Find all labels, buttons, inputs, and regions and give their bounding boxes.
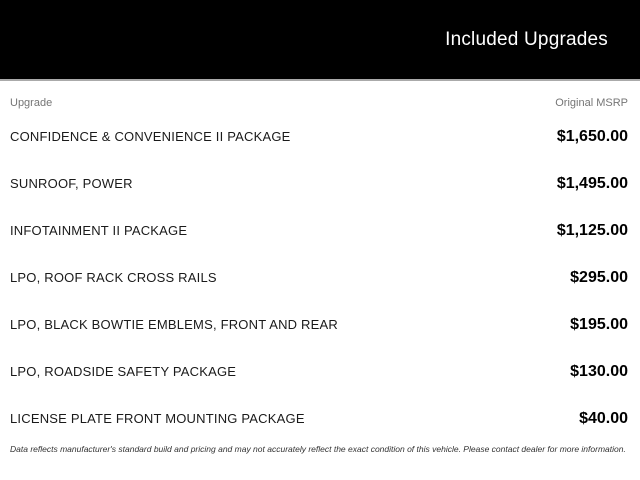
upgrade-price: $1,495.00 — [556, 174, 628, 192]
upgrade-price: $40.00 — [579, 409, 628, 427]
table-row — [10, 254, 628, 301]
table-row — [10, 113, 628, 160]
upgrade-price: $295.00 — [570, 268, 628, 286]
table-row — [10, 207, 628, 254]
upgrade-name: INFOTAINMENT II PACKAGE — [10, 223, 188, 238]
column-header-upgrade: Upgrade — [10, 97, 53, 109]
table-row — [10, 348, 628, 395]
upgrade-name: LPO, BLACK BOWTIE EMBLEMS, FRONT AND REAR — [10, 317, 338, 332]
upgrade-price: $195.00 — [570, 315, 628, 333]
upgrade-name: LPO, ROOF RACK CROSS RAILS — [10, 270, 217, 285]
table-row — [10, 301, 628, 348]
table-row — [10, 395, 628, 442]
disclaimer-text: Data reflects manufacturer's standard build and pricing and may not accurately reflect the exact condition of this vehicle. Please contact dealer for more information. — [10, 444, 626, 454]
table-row — [10, 160, 628, 207]
upgrade-price: $1,650.00 — [556, 127, 628, 145]
upgrade-name: LICENSE PLATE FRONT MOUNTING PACKAGE — [10, 411, 305, 426]
upgrade-price: $130.00 — [570, 362, 628, 380]
table-rows — [10, 113, 628, 442]
upgrades-table — [0, 81, 640, 442]
included-upgrades-header — [0, 0, 640, 81]
upgrade-name: CONFIDENCE & CONVENIENCE II PACKAGE — [10, 129, 291, 144]
column-header-msrp: Original MSRP — [555, 97, 628, 109]
table-column-headers — [10, 81, 628, 113]
page-title: Included Upgrades — [445, 28, 608, 50]
upgrade-name: LPO, ROADSIDE SAFETY PACKAGE — [10, 364, 237, 379]
upgrade-name: SUNROOF, POWER — [10, 176, 133, 191]
upgrade-price: $1,125.00 — [556, 221, 628, 239]
